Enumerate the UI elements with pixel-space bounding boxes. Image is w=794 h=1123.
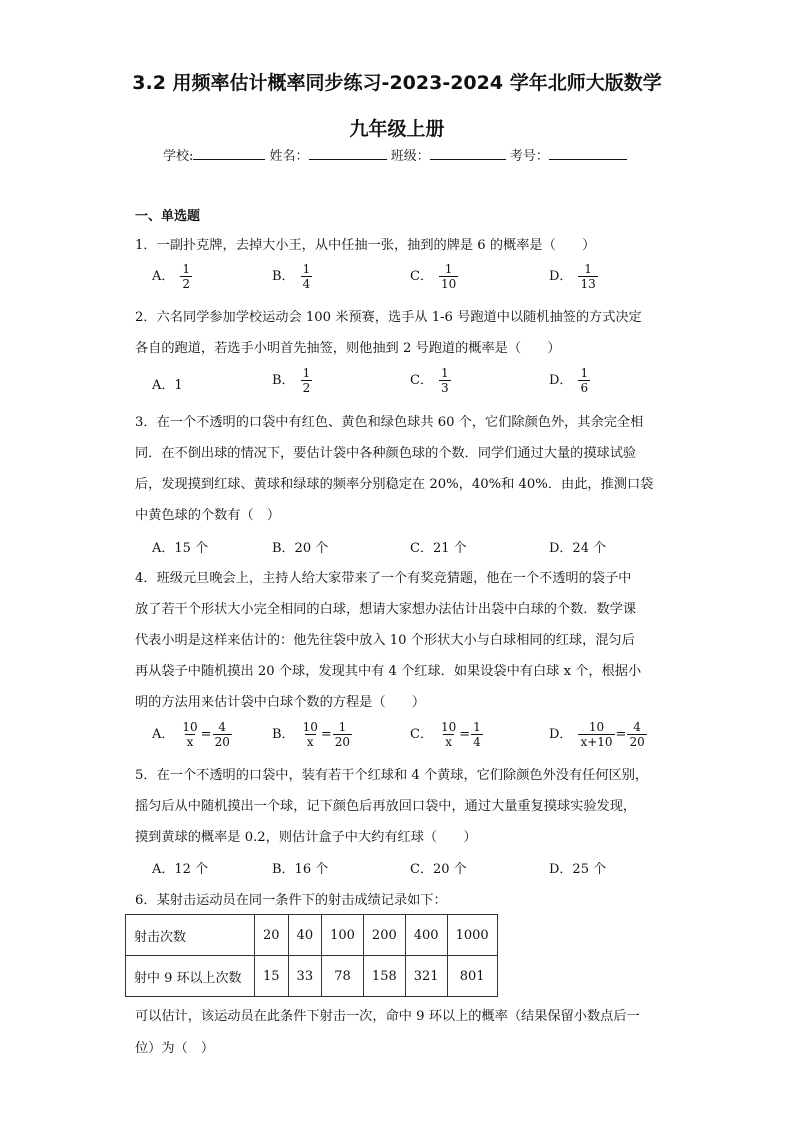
q4-text-line-3: 代表小明是这样来估计的：他先往袋中放入 10 个形状大小与白球相同的红球，混匀后 — [135, 633, 635, 648]
q5-option-a[interactable]: A．12 个 — [152, 862, 209, 877]
q3-text-line-2: 同．在不倒出球的情况下，要估计袋中各种颜色球的个数．同学们通过大量的摸球试验 — [135, 446, 637, 461]
q5-text-line-2: 摇匀后从中随机摸出一个球，记下颜色后再放回口袋中，通过大量重复摸球实验发现， — [135, 799, 637, 814]
q1-text: 1．一副扑克牌，去掉大小王，从中任抽一张，抽到的牌是 6 的概率是（ ） — [135, 238, 596, 253]
title-line-2: 九年级上册 — [349, 118, 445, 140]
section-heading: 一、单选题 — [135, 209, 201, 224]
q1-option-b[interactable]: B． $\frac{1}{4}$ — [272, 262, 311, 291]
q6-text-line-3: 位）为（ ） — [135, 1041, 215, 1056]
school-label: 学校: — [163, 149, 194, 164]
table-row — [126, 915, 498, 956]
table-cell: 78 — [322, 956, 364, 997]
table-cell: 1000 — [447, 915, 497, 956]
q2-option-b[interactable]: B． $\frac{1}{2}$ — [272, 366, 311, 395]
q3-option-a[interactable]: A．15 个 — [152, 541, 209, 556]
table-cell: 射中 9 环以上次数 — [126, 956, 255, 997]
q2-option-a[interactable]: A．1 — [152, 378, 183, 393]
table-cell: 33 — [288, 956, 322, 997]
title-line-1: 3.2 用频率估计概率同步练习-2023-2024 学年北师大版数学 — [132, 72, 662, 94]
q3-text-line-1: 3．在一个不透明的口袋中有红色、黄色和绿色球共 60 个，它们除颜色外，其余完全相 — [135, 415, 644, 430]
q4-option-d[interactable]: D． $\frac{10}{x+10}$ = $\frac{4}{20}$ — [549, 720, 645, 749]
q3-option-b[interactable]: B．20 个 — [272, 541, 329, 556]
name-blank[interactable] — [309, 146, 387, 160]
number-label: 考号： — [509, 149, 549, 164]
table-cell: 射击次数 — [126, 915, 255, 956]
q3-text-line-3: 后，发现摸到红球、黄球和绿球的频率分别稳定在 20%，40%和 40%．由此，推测口袋 — [135, 477, 654, 492]
q4-option-a[interactable]: A． $\frac{10}{x}$ = $\frac{4}{20}$ — [152, 720, 230, 749]
q4-option-b[interactable]: B． $\frac{10}{x}$ = $\frac{1}{20}$ — [272, 720, 351, 749]
q5-text-line-3: 摸到黄球的概率是 0.2，则估计盒子中大约有红球（ ） — [135, 830, 477, 845]
q2-text-line-1: 2．六名同学参加学校运动会 100 米预赛，选手从 1-6 号跑道中以随机抽签的方式决定 — [135, 310, 642, 325]
q4-option-c[interactable]: C． $\frac{10}{x}$ = $\frac{1}{4}$ — [410, 720, 481, 749]
q3-text-line-4: 中黄色球的个数有（ ） — [135, 508, 281, 523]
shooting-record-table — [125, 914, 498, 997]
q5-text-line-1: 5．在一个不透明的口袋中，装有若干个红球和 4 个黄球，它们除颜色外没有任何区别， — [135, 768, 649, 783]
class-label: 班级： — [390, 149, 430, 164]
school-blank[interactable] — [193, 146, 265, 160]
q2-text-line-2: 各自的跑道，若选手小明首先抽签，则他抽到 2 号跑道的概率是（ ） — [135, 341, 561, 356]
q1-option-a[interactable]: A． $\frac{1}{2}$ — [152, 262, 191, 291]
table-cell: 801 — [447, 956, 497, 997]
number-blank[interactable] — [549, 146, 627, 160]
name-label: 姓名： — [269, 149, 309, 164]
q5-option-d[interactable]: D．25 个 — [549, 862, 607, 877]
q3-option-c[interactable]: C．21 个 — [410, 541, 467, 556]
q1-option-d[interactable]: D． $\frac{1}{13}$ — [549, 262, 596, 291]
q3-option-d[interactable]: D．24 个 — [549, 541, 607, 556]
table-cell: 321 — [405, 956, 447, 997]
table-cell: 20 — [255, 915, 289, 956]
table-cell: 400 — [405, 915, 447, 956]
q2-option-d[interactable]: D． $\frac{1}{6}$ — [549, 366, 589, 395]
q4-text-line-1: 4．班级元旦晚会上，主持人给大家带来了一个有奖竞猜题，他在一个不透明的袋子中 — [135, 571, 632, 586]
q6-text-line-2: 可以估计，该运动员在此条件下射击一次，命中 9 环以上的概率（结果保留小数点后一 — [135, 1009, 640, 1024]
q5-option-c[interactable]: C．20 个 — [410, 862, 467, 877]
q6-text-line-1: 6．某射击运动员在同一条件下的射击成绩记录如下： — [135, 893, 447, 908]
table-cell: 15 — [255, 956, 289, 997]
student-info-row — [163, 145, 627, 164]
q5-option-b[interactable]: B．16 个 — [272, 862, 329, 877]
class-blank[interactable] — [430, 146, 506, 160]
table-cell: 100 — [322, 915, 364, 956]
q1-option-c[interactable]: C． $\frac{1}{10}$ — [410, 262, 457, 291]
table-cell: 200 — [363, 915, 405, 956]
table-row — [126, 956, 498, 997]
table-cell: 158 — [363, 956, 405, 997]
q4-text-line-5: 明的方法用来估计袋中白球个数的方程是（ ） — [135, 695, 426, 710]
table-cell: 40 — [288, 915, 322, 956]
q2-option-c[interactable]: C． $\frac{1}{3}$ — [410, 366, 449, 395]
q4-text-line-2: 放了若干个形状大小完全相同的白球，想请大家想办法估计出袋中白球的个数．数学课 — [135, 602, 637, 617]
q4-text-line-4: 再从袋子中随机摸出 20 个球，发现其中有 4 个红球．如果设袋中有白球 x 个，根据小 — [135, 664, 642, 679]
